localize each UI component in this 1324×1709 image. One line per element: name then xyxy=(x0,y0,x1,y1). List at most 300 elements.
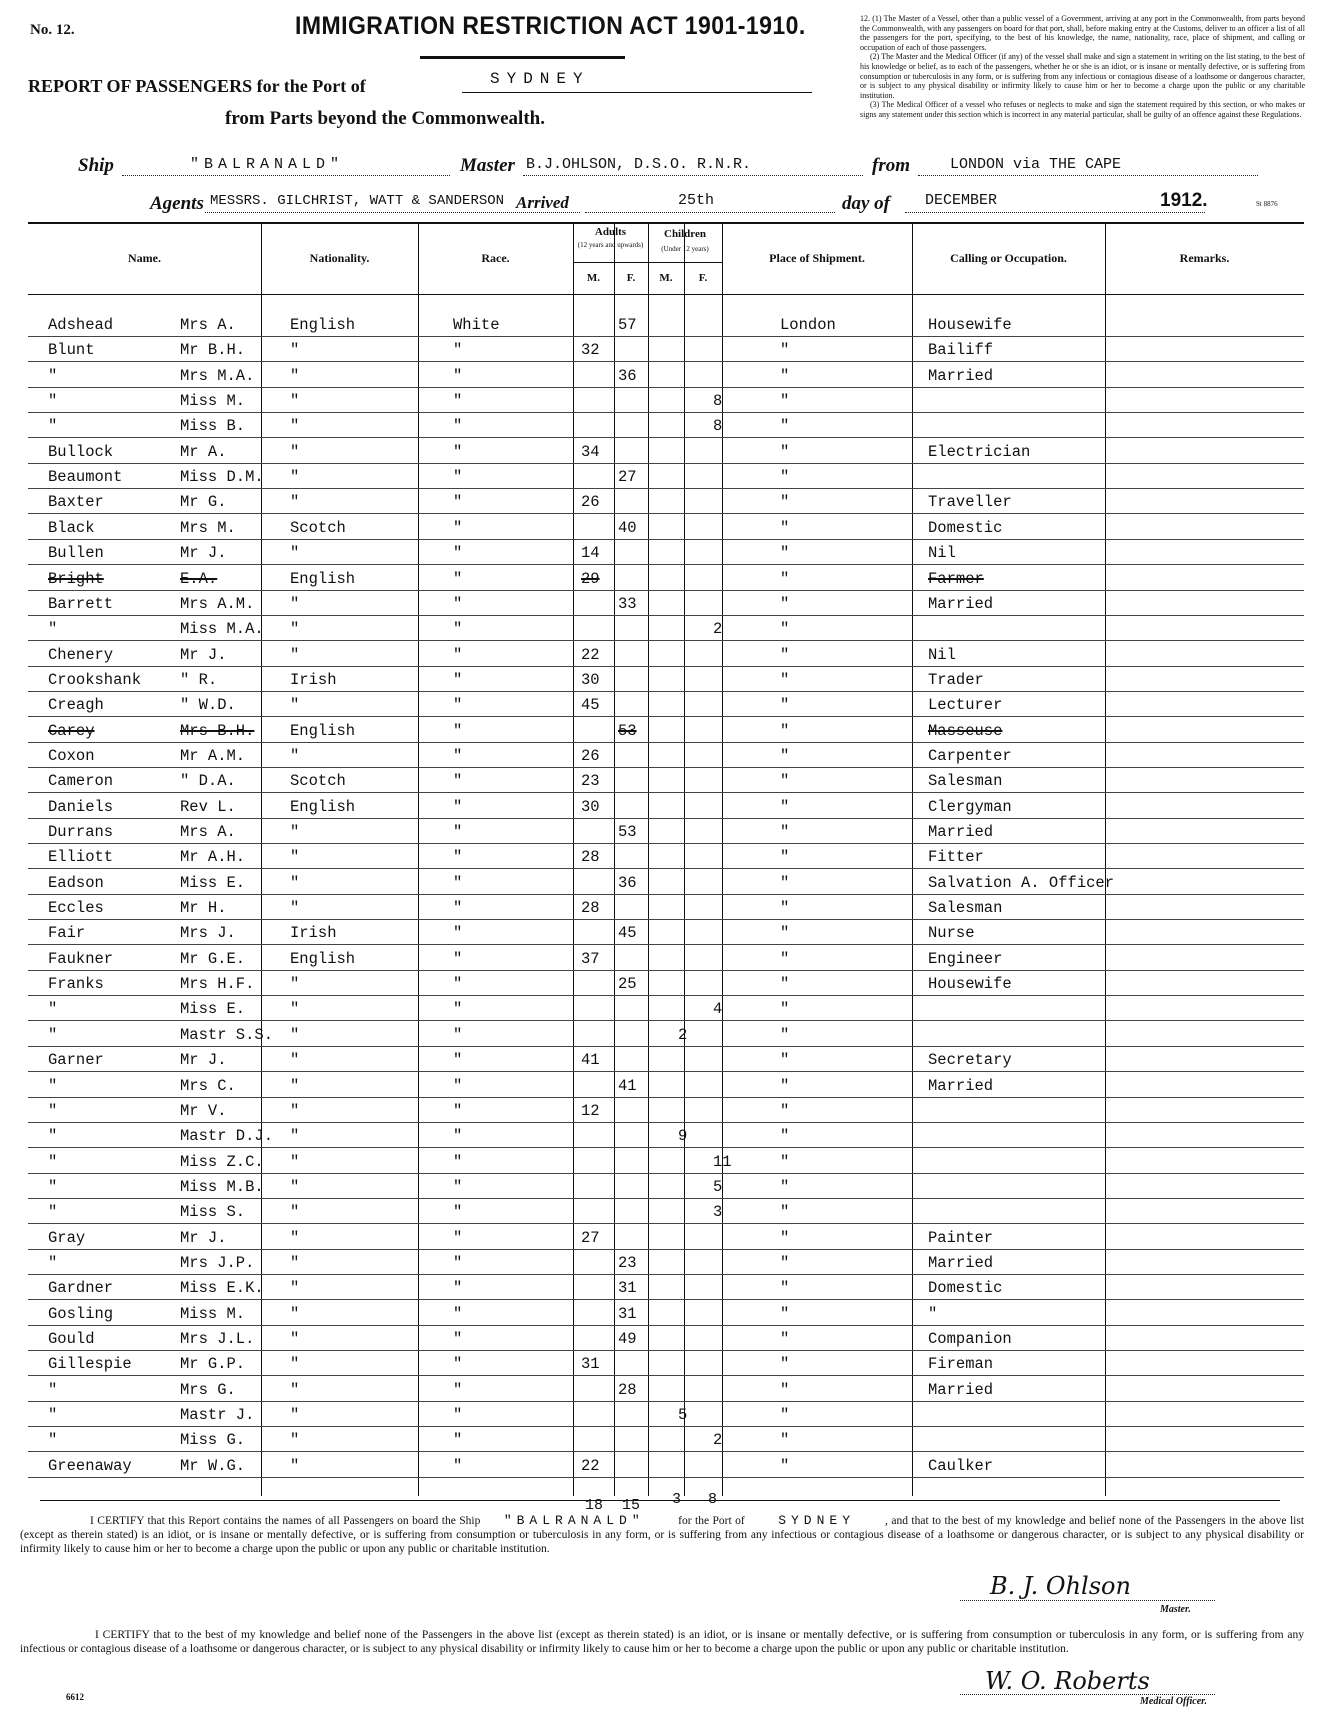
passenger-surname: " xyxy=(48,1025,58,1044)
child-female-age: 2 xyxy=(713,620,723,639)
passenger-title: Mrs A. xyxy=(180,316,236,334)
adult-female-age: 49 xyxy=(618,1330,637,1348)
passenger-title: Mastr S.S. xyxy=(180,1025,274,1044)
adult-female-age: 36 xyxy=(618,873,637,892)
passenger-surname: Adshead xyxy=(48,316,114,334)
place-of-shipment: " xyxy=(780,1406,790,1425)
passenger-surname: Gardner xyxy=(48,1279,114,1298)
passenger-race: " xyxy=(453,696,463,715)
passenger-nationality: " xyxy=(290,442,300,461)
passenger-nationality: English xyxy=(290,797,356,816)
passenger-nationality: " xyxy=(290,1431,300,1450)
passenger-occupation: Carpenter xyxy=(928,746,1012,765)
passenger-race: " xyxy=(453,873,463,892)
passenger-surname: Crookshank xyxy=(48,670,142,689)
adult-male-age: 30 xyxy=(581,670,600,689)
adult-female-age: 33 xyxy=(618,594,637,613)
passenger-occupation: Secretary xyxy=(928,1051,1012,1070)
passenger-surname: " xyxy=(48,1380,58,1399)
row-rule xyxy=(28,590,1304,591)
passenger-title: " W.D. xyxy=(180,696,236,715)
passenger-surname: " xyxy=(48,1101,58,1120)
place-of-shipment: " xyxy=(780,949,790,968)
passenger-title: Mrs J.L. xyxy=(180,1330,255,1348)
passenger-nationality: " xyxy=(290,1177,300,1196)
col-header-children-m: M. xyxy=(659,272,673,284)
passenger-race: " xyxy=(453,848,463,867)
passenger-title: Mr J. xyxy=(180,1228,227,1247)
row-rule xyxy=(28,1223,1304,1224)
regulations-block xyxy=(860,14,1305,120)
passenger-surname: Creagh xyxy=(48,696,104,715)
adult-female-age: 28 xyxy=(618,1380,637,1399)
adult-male-age: 22 xyxy=(581,645,600,664)
place-of-shipment: " xyxy=(780,1456,790,1475)
passenger-nationality: " xyxy=(290,417,300,436)
place-of-shipment: " xyxy=(780,442,790,461)
passenger-title: Mr G. xyxy=(180,493,227,512)
row-rule xyxy=(28,615,1304,616)
place-of-shipment: " xyxy=(780,1330,790,1348)
passenger-occupation: Caulker xyxy=(928,1456,994,1475)
ship-label: Ship xyxy=(78,155,114,176)
passenger-nationality: " xyxy=(290,848,300,867)
passenger-surname: " xyxy=(48,366,58,385)
place-of-shipment: " xyxy=(780,1380,790,1399)
col-header-children-f: F. xyxy=(698,272,708,284)
row-rule xyxy=(28,1249,1304,1250)
row-rule xyxy=(28,894,1304,895)
passenger-nationality: " xyxy=(290,873,300,892)
passenger-title: Miss M.A. xyxy=(180,620,264,639)
passenger-surname: Durrans xyxy=(48,823,114,841)
passenger-occupation: Salesman xyxy=(928,772,1003,791)
passenger-race: " xyxy=(453,1304,463,1323)
row-rule xyxy=(28,1375,1304,1376)
passenger-nationality: " xyxy=(290,1330,300,1348)
place-of-shipment: " xyxy=(780,1177,790,1196)
passenger-title: Miss Z.C. xyxy=(180,1152,264,1171)
adult-female-age: 27 xyxy=(618,468,637,487)
passenger-title: Mrs B.H. xyxy=(180,721,255,740)
passenger-nationality: " xyxy=(290,975,300,994)
passenger-title: " D.A. xyxy=(180,772,236,791)
passenger-surname: " xyxy=(48,1253,58,1272)
passenger-surname: Eadson xyxy=(48,873,104,892)
adult-female-age: 31 xyxy=(618,1304,637,1323)
passenger-race: " xyxy=(453,645,463,664)
adult-female-age: 23 xyxy=(618,1253,637,1272)
passenger-title: Miss E. xyxy=(180,1000,246,1019)
passenger-title: Mastr D.J. xyxy=(180,1127,274,1146)
passenger-race: " xyxy=(453,721,463,740)
adult-male-age: 37 xyxy=(581,949,600,968)
passenger-race: " xyxy=(453,341,463,360)
child-female-age: 8 xyxy=(713,417,723,436)
adult-male-age: 27 xyxy=(581,1228,600,1247)
passenger-surname: Beaumont xyxy=(48,468,123,487)
col-header-race: Race. xyxy=(481,251,510,265)
passenger-title: " R. xyxy=(180,670,218,689)
passenger-title: Miss M.B. xyxy=(180,1177,264,1196)
place-of-shipment: " xyxy=(780,772,790,791)
passenger-race: " xyxy=(453,1456,463,1475)
place-of-shipment: " xyxy=(780,1000,790,1019)
passenger-surname: " xyxy=(48,1177,58,1196)
row-rule xyxy=(28,1071,1304,1072)
row-rule xyxy=(28,691,1304,692)
regulation-2: (2) The Master and the Medical Officer (if any) of the vessel shall make and sign a statement in writing on the list stating, to the best of his knowledge or belief, as to each of the passengers, whether he or she is an idiot, or is insane or mentally defective, or is suffering from consumption or tuberculosis in any form, or is suffering from any infectious or contagious disease of a loathsome or dangerous character, or is subject to any physical disability or infirmity likely to cause him or her to become a charge upon the public or any charitable institution. xyxy=(860,52,1305,100)
passenger-race: " xyxy=(453,975,463,994)
agents-value: MESSRS. GILCHRIST, WATT & SANDERSON xyxy=(210,193,505,209)
place-of-shipment: " xyxy=(780,746,790,765)
passenger-nationality: " xyxy=(290,1051,300,1070)
from-value: LONDON via THE CAPE xyxy=(950,156,1122,173)
row-rule xyxy=(28,1426,1304,1427)
row-rule xyxy=(28,437,1304,438)
passenger-race: " xyxy=(453,1025,463,1044)
adult-female-age: 53 xyxy=(618,823,637,841)
row-rule xyxy=(28,818,1304,819)
passenger-title: Mrs J.P. xyxy=(180,1253,255,1272)
passenger-nationality: " xyxy=(290,594,300,613)
place-of-shipment: " xyxy=(780,417,790,436)
passenger-race: " xyxy=(453,366,463,385)
passenger-occupation: Companion xyxy=(928,1330,1012,1348)
child-male-age: 5 xyxy=(678,1406,688,1425)
passenger-title: Miss D.M. xyxy=(180,468,264,487)
row-rule xyxy=(28,919,1304,920)
row-rule xyxy=(28,1299,1304,1300)
passenger-occupation: Housewife xyxy=(928,316,1012,334)
port-value: SYDNEY xyxy=(490,70,590,88)
medical-officer-label: Medical Officer. xyxy=(1140,1696,1208,1707)
passenger-nationality: " xyxy=(290,493,300,512)
passenger-nationality: " xyxy=(290,1228,300,1247)
row-rule xyxy=(28,1401,1304,1402)
child-female-age: 11 xyxy=(713,1152,732,1171)
row-rule xyxy=(28,1097,1304,1098)
passenger-race: " xyxy=(453,1101,463,1120)
adult-female-age: 36 xyxy=(618,366,637,385)
col-header-occupation: Calling or Occupation. xyxy=(950,251,1067,265)
passenger-title: Miss M. xyxy=(180,1304,246,1323)
passenger-title: Miss B. xyxy=(180,417,246,436)
day-of-label: day of xyxy=(842,193,891,214)
passenger-surname: " xyxy=(48,1000,58,1019)
adult-male-age: 12 xyxy=(581,1101,600,1120)
adult-male-age: 26 xyxy=(581,746,600,765)
passenger-title: Mrs M. xyxy=(180,518,236,537)
master-cert-text-3: , and that to the best of my knowledge and belief none of the Passengers in the above list (except as therein stated) is an idiot, or is insane or mentally defective, or is suffering from consumption or tuberculosis in any form, or is suffering from any infectious or contagious disease of a loathsome or dangerous character, or is subject to any physical disability or infirmity likely to cause him or her to become a charge upon the public or upon any public or charitable institution. xyxy=(20,1515,1305,1555)
form-number: No. 12. xyxy=(30,22,75,38)
passenger-nationality: " xyxy=(290,1203,300,1222)
passenger-nationality: English xyxy=(290,721,356,740)
passenger-surname: Bullen xyxy=(48,544,104,563)
place-of-shipment: " xyxy=(780,1279,790,1298)
passenger-race: " xyxy=(453,544,463,563)
place-of-shipment: " xyxy=(780,493,790,512)
passenger-race: " xyxy=(453,949,463,968)
row-rule xyxy=(28,539,1304,540)
row-rule xyxy=(28,1477,1304,1478)
passenger-title: Mrs H.F. xyxy=(180,975,255,994)
passenger-nationality: " xyxy=(290,823,300,841)
master-signature: B. J. Ohlson xyxy=(990,1572,1131,1600)
passenger-surname: " xyxy=(48,1127,58,1146)
passenger-race: " xyxy=(453,670,463,689)
passenger-title: Mrs M.A. xyxy=(180,366,255,385)
passenger-nationality: " xyxy=(290,1101,300,1120)
passenger-surname: Gillespie xyxy=(48,1355,132,1374)
place-of-shipment: " xyxy=(780,1203,790,1222)
passenger-occupation: Married xyxy=(928,823,994,841)
passenger-race: " xyxy=(453,1152,463,1171)
from-parts-label: from Parts beyond the Commonwealth. xyxy=(225,108,545,129)
passenger-title: Mrs A.M. xyxy=(180,594,255,613)
row-rule xyxy=(28,1046,1304,1047)
passenger-nationality: English xyxy=(290,949,356,968)
passenger-occupation: Farmer xyxy=(928,569,984,588)
passenger-surname: " xyxy=(48,1431,58,1450)
passenger-surname: Garner xyxy=(48,1051,104,1070)
col-header-remarks: Remarks. xyxy=(1179,251,1230,265)
from-label: from xyxy=(872,155,910,176)
passenger-nationality: " xyxy=(290,366,300,385)
adult-male-age: 34 xyxy=(581,442,600,461)
row-rule xyxy=(28,463,1304,464)
passenger-nationality: " xyxy=(290,1279,300,1298)
passenger-title: Mrs G. xyxy=(180,1380,236,1399)
passenger-occupation: Married xyxy=(928,1253,994,1272)
total-children-f: 8 xyxy=(708,1491,718,1508)
table-bottom-rule xyxy=(40,1500,1280,1501)
passenger-race: " xyxy=(453,1127,463,1146)
adult-male-age: 29 xyxy=(581,569,600,588)
passenger-occupation: Traveller xyxy=(928,493,1012,512)
adult-male-age: 26 xyxy=(581,493,600,512)
passenger-occupation: Engineer xyxy=(928,949,1003,968)
passenger-nationality: Scotch xyxy=(290,518,346,537)
master-dotline xyxy=(523,175,863,176)
passenger-surname: Eccles xyxy=(48,899,104,918)
col-header-adults: Adults xyxy=(594,226,627,238)
row-rule xyxy=(28,1122,1304,1123)
place-of-shipment: " xyxy=(780,1355,790,1374)
page-title: IMMIGRATION RESTRICTION ACT 1901-1910. xyxy=(295,12,806,40)
row-rule xyxy=(28,1350,1304,1351)
passenger-surname: Faukner xyxy=(48,949,114,968)
passenger-title: Miss E. xyxy=(180,873,246,892)
medical-certificate: I CERTIFY that to the best of my knowledge and belief none of the Passengers in the above list (except as therein stated) is an idiot, or is insane or mentally defective, or is suffering from consumption or tuberculosis in any form, or is suffering from any infectious or contagious disease of a loathsome or dangerous character, or is subject to any physical disability or infirmity likely to cause him or her to become a charge upon the public or upon any public or charitable institution. xyxy=(20,1629,1304,1655)
place-of-shipment: " xyxy=(780,696,790,715)
passenger-nationality: " xyxy=(290,392,300,411)
passenger-occupation: Fitter xyxy=(928,848,984,867)
place-of-shipment: " xyxy=(780,1051,790,1070)
passenger-surname: Franks xyxy=(48,975,104,994)
passenger-nationality: " xyxy=(290,1076,300,1095)
passenger-title: Miss G. xyxy=(180,1431,246,1450)
place-of-shipment: " xyxy=(780,544,790,563)
passenger-title: Mr A.H. xyxy=(180,848,246,867)
adult-male-age: 14 xyxy=(581,544,600,563)
passenger-title: Mr B.H. xyxy=(180,341,246,360)
passenger-race: " xyxy=(453,594,463,613)
passenger-title: Rev L. xyxy=(180,797,236,816)
passenger-title: Miss E.K. xyxy=(180,1279,264,1298)
passenger-occupation: Lecturer xyxy=(928,696,1003,715)
passenger-surname: " xyxy=(48,620,58,639)
master-cert-text-1: I CERTIFY that this Report contains the names of all Passengers on board the Ship xyxy=(90,1515,481,1527)
row-rule xyxy=(28,1274,1304,1275)
passenger-race: " xyxy=(453,899,463,918)
row-rule xyxy=(28,716,1304,717)
passenger-title: Mr J. xyxy=(180,544,227,563)
row-rule xyxy=(28,564,1304,565)
passenger-surname: Carey xyxy=(48,721,95,740)
place-of-shipment: " xyxy=(780,721,790,740)
row-rule xyxy=(28,1020,1304,1021)
passenger-title: Mrs J. xyxy=(180,924,236,943)
passenger-race: " xyxy=(453,823,463,841)
passenger-surname: " xyxy=(48,1076,58,1095)
adult-male-age: 30 xyxy=(581,797,600,816)
passenger-surname: Daniels xyxy=(48,797,114,816)
master-label: Master xyxy=(460,155,515,176)
month-dotline xyxy=(905,212,1205,213)
passenger-surname: Gosling xyxy=(48,1304,114,1323)
col-header-nationality: Nationality. xyxy=(309,251,370,265)
passenger-title: E.A. xyxy=(180,569,218,588)
passenger-nationality: " xyxy=(290,645,300,664)
row-rule xyxy=(28,742,1304,743)
master-value: B.J.OHLSON, D.S.O. R.N.R. xyxy=(526,156,752,173)
place-of-shipment: " xyxy=(780,1304,790,1323)
passenger-occupation: Trader xyxy=(928,670,984,689)
passenger-occupation: Domestic xyxy=(928,1279,1003,1298)
passenger-race: " xyxy=(453,417,463,436)
adult-male-age: 22 xyxy=(581,1456,600,1475)
port-underline xyxy=(462,92,812,93)
adult-female-age: 41 xyxy=(618,1076,637,1095)
passenger-race: " xyxy=(453,518,463,537)
passenger-race: " xyxy=(453,1406,463,1425)
passenger-race: " xyxy=(453,797,463,816)
row-rule xyxy=(28,640,1304,641)
place-of-shipment: " xyxy=(780,1101,790,1120)
stamp-number: St 8876 xyxy=(1256,200,1278,208)
passenger-surname: " xyxy=(48,1406,58,1425)
passenger-nationality: Scotch xyxy=(290,772,346,791)
row-rule xyxy=(28,1451,1304,1452)
arrived-label: Arrived xyxy=(516,193,569,212)
row-rule xyxy=(28,387,1304,388)
passenger-race: " xyxy=(453,1000,463,1019)
row-rule xyxy=(28,1173,1304,1174)
place-of-shipment: " xyxy=(780,645,790,664)
row-rule xyxy=(28,1147,1304,1148)
place-of-shipment: " xyxy=(780,518,790,537)
regulation-1: 12. (1) The Master of a Vessel, other than a public vessel of a Government, arriving at any port in the Commonwealth, from parts beyond the Commonwealth, with any passengers on board for that port, shall, before making entry at the Customs, deliver to an officer a list of all the passengers for the port, specifying, to the best of his knowledge, the name, nationality, race, place of shipment, and calling or occupation of each of those passengers. xyxy=(860,14,1305,52)
medical-sign-line xyxy=(960,1694,1215,1695)
passenger-nationality: " xyxy=(290,1355,300,1374)
child-male-age: 9 xyxy=(678,1127,688,1146)
passenger-nationality: " xyxy=(290,1406,300,1425)
passenger-title: Mr J. xyxy=(180,1051,227,1070)
row-rule xyxy=(28,488,1304,489)
passenger-nationality: " xyxy=(290,746,300,765)
place-of-shipment: " xyxy=(780,924,790,943)
passenger-surname: Greenaway xyxy=(48,1456,132,1475)
row-rule xyxy=(28,1325,1304,1326)
passenger-occupation: Married xyxy=(928,1380,994,1399)
passenger-occupation: Married xyxy=(928,594,994,613)
col-header-adults-sub: (12 years and upwards) xyxy=(577,241,644,249)
passenger-surname: Blunt xyxy=(48,341,95,360)
col-header-adults-m: M. xyxy=(586,272,601,284)
col-header-children-sub: (Under 12 years) xyxy=(661,245,709,253)
row-rule xyxy=(28,767,1304,768)
day-dotline xyxy=(585,212,835,213)
adult-male-age: 28 xyxy=(581,848,600,867)
passenger-surname: Fair xyxy=(48,924,86,943)
regulation-3: (3) The Medical Officer of a vessel who refuses or neglects to make and sign the statement required by this section, or who makes or signs any statement under this section which is incorrect in any material particular, shall be guilty of an offence against these Regulations. xyxy=(860,100,1305,119)
passenger-occupation: Electrician xyxy=(928,442,1031,461)
passenger-occupation: " xyxy=(928,1304,938,1323)
passenger-nationality: Irish xyxy=(290,670,337,689)
adult-male-age: 28 xyxy=(581,899,600,918)
passenger-nationality: " xyxy=(290,1456,300,1475)
passenger-nationality: " xyxy=(290,341,300,360)
place-of-shipment: " xyxy=(780,392,790,411)
adult-male-age: 31 xyxy=(581,1355,600,1374)
passenger-race: " xyxy=(453,1228,463,1247)
place-of-shipment: " xyxy=(780,1228,790,1247)
passenger-title: Mr A.M. xyxy=(180,746,246,765)
passenger-race: " xyxy=(453,569,463,588)
passenger-surname: Bullock xyxy=(48,442,114,461)
place-of-shipment: " xyxy=(780,1152,790,1171)
place-of-shipment: " xyxy=(780,366,790,385)
passenger-occupation: Bailiff xyxy=(928,341,994,360)
col-header-name: Name. xyxy=(128,251,161,265)
passenger-title: Mr J. xyxy=(180,645,227,664)
row-rule xyxy=(28,792,1304,793)
child-female-age: 4 xyxy=(713,1000,723,1019)
total-adults-m: 18 xyxy=(585,1497,604,1514)
place-of-shipment: " xyxy=(780,670,790,689)
passenger-title: Mr A. xyxy=(180,442,227,461)
year-value: 1912. xyxy=(1160,190,1208,211)
passenger-nationality: " xyxy=(290,899,300,918)
adult-female-age: 31 xyxy=(618,1279,637,1298)
row-rule xyxy=(28,944,1304,945)
passenger-surname: Elliott xyxy=(48,848,114,867)
passenger-title: Miss M. xyxy=(180,392,246,411)
col-header-place: Place of Shipment. xyxy=(769,251,865,265)
passenger-nationality: " xyxy=(290,1127,300,1146)
passenger-race: " xyxy=(453,1330,463,1348)
passenger-nationality: English xyxy=(290,569,356,588)
passenger-nationality: " xyxy=(290,468,300,487)
passenger-race: " xyxy=(453,1431,463,1450)
passenger-nationality: " xyxy=(290,696,300,715)
place-of-shipment: " xyxy=(780,620,790,639)
passenger-nationality: " xyxy=(290,1304,300,1323)
place-of-shipment: " xyxy=(780,594,790,613)
adult-male-age: 45 xyxy=(581,696,600,715)
adult-female-age: 53 xyxy=(618,721,637,740)
